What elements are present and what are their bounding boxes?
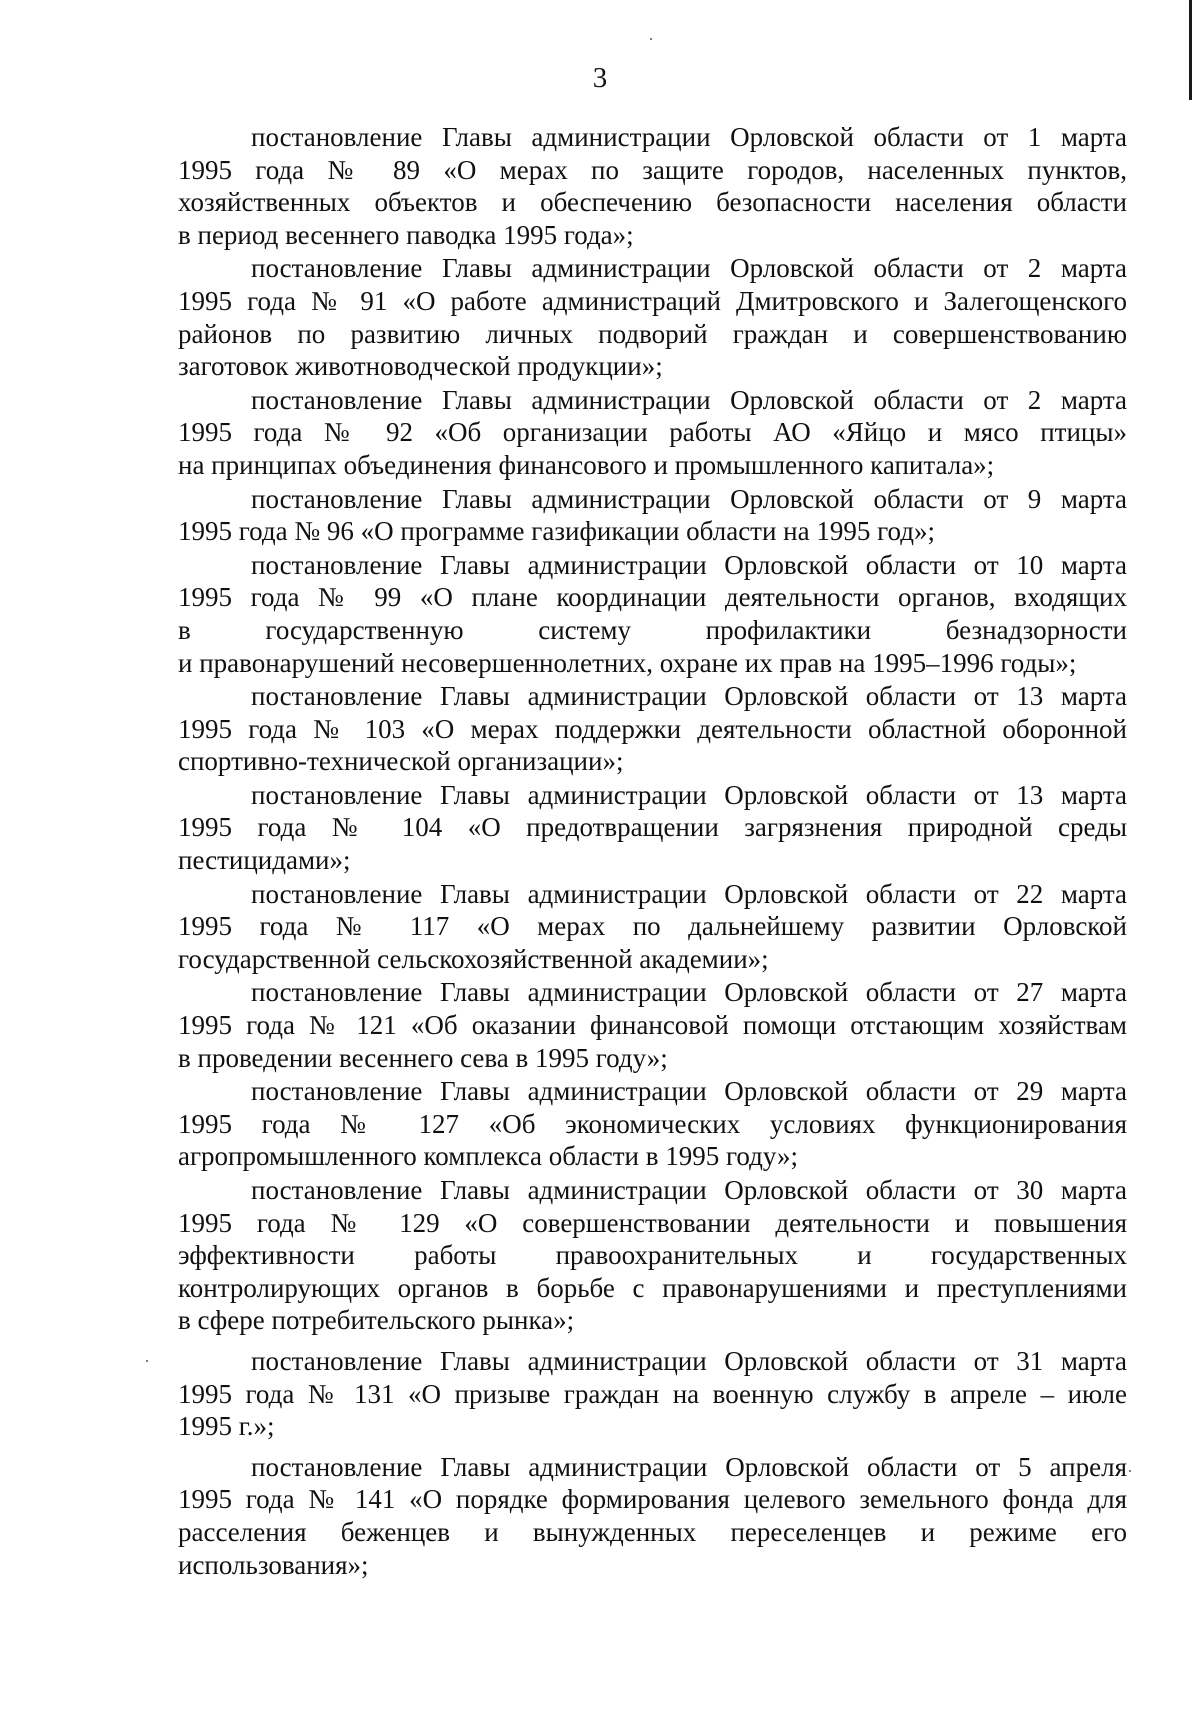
resolution-list-item xyxy=(178,384,1127,482)
resolution-list-item xyxy=(178,1174,1127,1337)
text-line: постановление Главы администрации Орловской области от 2 марта xyxy=(251,253,1127,284)
resolution-list-item xyxy=(178,549,1127,679)
resolution-list-item xyxy=(178,1075,1127,1173)
resolution-list-item xyxy=(178,1345,1127,1443)
text-line: постановление Главы администрации Орловской области от 27 марта xyxy=(251,977,1127,1008)
text-line: 1995 года № 103 «О мерах поддержки деятельности областной оборонной xyxy=(178,713,1127,744)
scan-speck xyxy=(146,1360,148,1362)
resolution-list-item xyxy=(178,976,1127,1074)
text-line: спортивно-технической организации»; xyxy=(178,746,624,777)
text-line: пестицидами»; xyxy=(178,845,351,876)
text-line: расселения беженцев и вынужденных переселенцев и режиме его xyxy=(178,1516,1127,1547)
text-line: 1995 года № 92 «Об организации работы АО «Яйцо и мясо птицы» xyxy=(178,417,1127,448)
scan-speck xyxy=(1129,1470,1131,1472)
text-line: 1995 года № 127 «Об экономических условиях функционирования xyxy=(178,1108,1127,1139)
text-line: в проведении весеннего сева в 1995 году»; xyxy=(178,1042,668,1073)
text-line: постановление Главы администрации Орловской области от 30 марта xyxy=(251,1175,1127,1205)
text-line: в период весеннего паводка 1995 года»; xyxy=(178,219,634,250)
page-number: 3 xyxy=(592,62,608,94)
text-line: районов по развитию личных подворий граждан и совершенствованию xyxy=(178,318,1127,349)
text-line: государственной сельскохозяйственной академии»; xyxy=(178,943,769,974)
resolution-list-item xyxy=(178,483,1127,548)
resolution-list-item xyxy=(178,121,1127,251)
resolution-list-item xyxy=(178,1451,1127,1581)
text-line: и правонарушений несовершеннолетних, охране их прав на 1995–1996 годы»; xyxy=(178,647,1077,678)
text-line: постановление Главы администрации Орловской области от 13 марта xyxy=(251,681,1127,712)
text-line: агропромышленного комплекса области в 1995 году»; xyxy=(178,1141,799,1172)
text-line: 1995 года № 99 «О плане координации деятельности органов, входящих xyxy=(178,582,1127,613)
text-line: 1995 года № 129 «О совершенствовании деятельности и повышения xyxy=(178,1207,1127,1238)
text-line: заготовок животноводческой продукции»; xyxy=(178,351,663,382)
text-line: 1995 года № 89 «О мерах по защите городов, населенных пунктов, xyxy=(178,154,1127,185)
text-line: постановление Главы администрации Орловской области от 22 марта xyxy=(251,878,1127,909)
text-line: 1995 года № 96 «О программе газификации области на 1995 год»; xyxy=(178,516,935,547)
text-line: постановление Главы администрации Орловской области от 29 марта xyxy=(251,1076,1127,1107)
text-line: 1995 года № 141 «О порядке формирования целевого земельного фонда для xyxy=(178,1484,1127,1515)
text-line: 1995 года № 91 «О работе администраций Дмитровского и Залегощенского xyxy=(178,285,1127,316)
text-line: постановление Главы администрации Орловской области от 13 марта xyxy=(251,779,1127,810)
text-line: в сфере потребительского рынка»; xyxy=(178,1305,575,1336)
text-line: 1995 года № 104 «О предотвращении загрязнения природной среды xyxy=(178,812,1127,843)
resolution-list-item xyxy=(178,779,1127,877)
text-line: 1995 года № 117 «О мерах по дальнейшему развитии Орловской xyxy=(178,911,1127,942)
text-line: на принципах объединения финансового и промышленного капитала»; xyxy=(178,449,995,480)
text-line: 1995 года № 121 «Об оказании финансовой помощи отстающим хозяйствам xyxy=(178,1010,1127,1041)
resolution-list-item xyxy=(178,252,1127,382)
text-line: 1995 года № 131 «О призыве граждан на военную службу в апреле – июле xyxy=(178,1378,1127,1409)
resolution-list-item xyxy=(178,680,1127,778)
document-body xyxy=(178,121,1127,1582)
text-line: постановление Главы администрации Орловской области от 1 марта xyxy=(251,122,1127,152)
text-line: хозяйственных объектов и обеспечению безопасности населения области xyxy=(178,187,1127,218)
text-line: постановление Главы администрации Орловской области от 31 марта xyxy=(251,1345,1127,1376)
text-line: 1995 г.»; xyxy=(178,1411,275,1442)
resolution-list-item xyxy=(178,878,1127,976)
text-line: эффективности работы правоохранительных и государственных xyxy=(178,1240,1127,1271)
scan-speck xyxy=(650,38,652,40)
text-line: использования»; xyxy=(178,1549,369,1580)
text-line: постановление Главы администрации Орловской области от 9 марта xyxy=(251,483,1127,514)
text-line: постановление Главы администрации Орловской области от 5 апреля xyxy=(251,1451,1127,1482)
text-line: в государственную систему профилактики безнадзорности xyxy=(178,614,1127,645)
text-line: постановление Главы администрации Орловской области от 2 марта xyxy=(251,384,1127,415)
text-line: контролирующих органов в борьбе с правонарушениями и преступлениями xyxy=(178,1272,1127,1303)
text-line: постановление Главы администрации Орловской области от 10 марта xyxy=(251,549,1127,580)
